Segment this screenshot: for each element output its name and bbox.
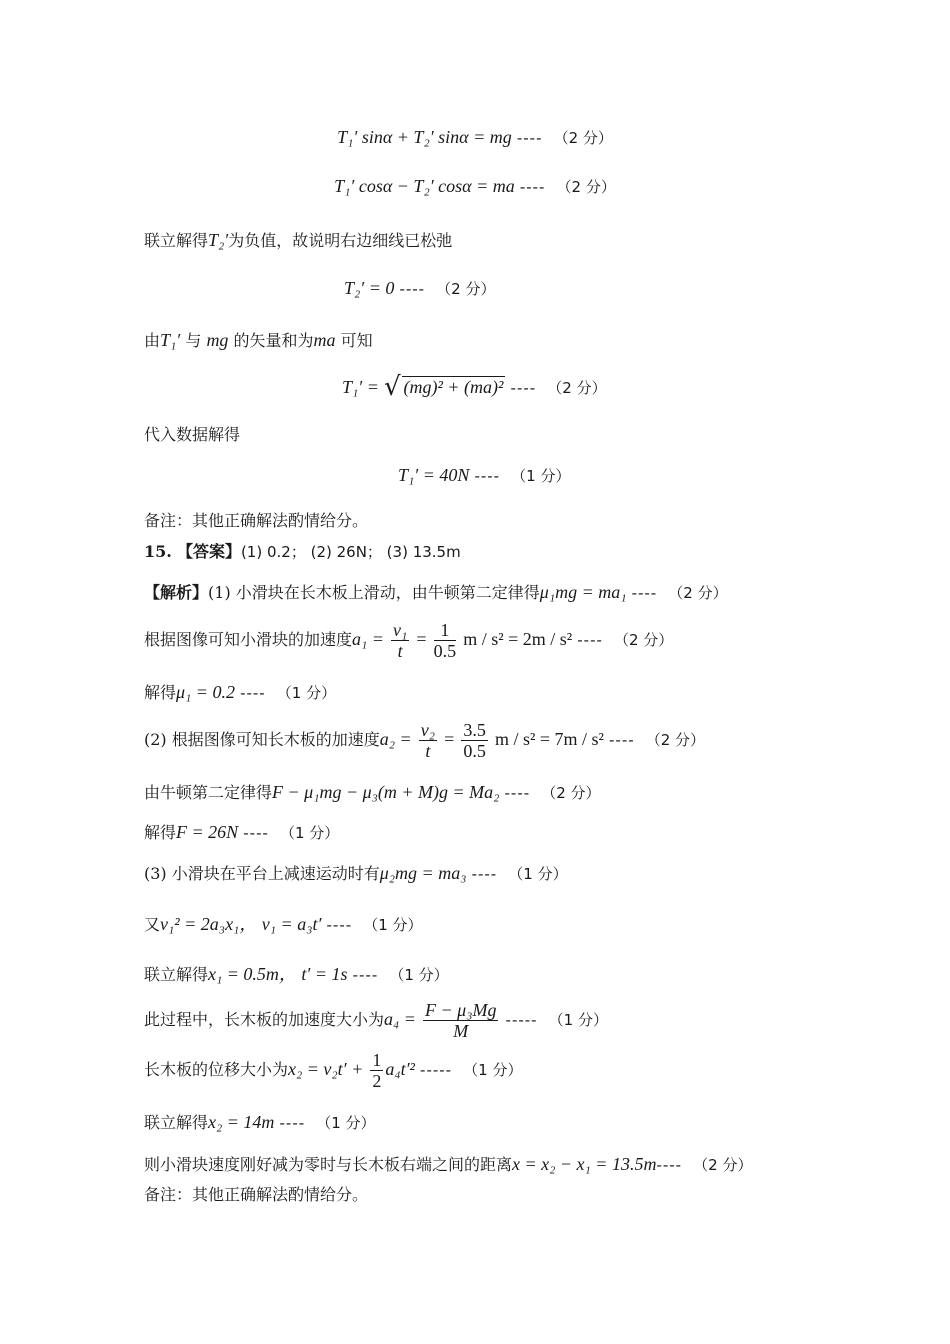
text-line-1 <box>0 228 950 251</box>
analysis-line-9 <box>0 960 950 986</box>
equation-3-dashes: ---- <box>399 279 426 298</box>
question-number: 15. <box>144 542 172 561</box>
equation-2-body: T₁′ cosα − T₂′ cosα = ma <box>334 176 515 196</box>
equation-5-score: （1 分） <box>511 467 571 485</box>
fraction-denominator: t <box>425 741 431 761</box>
fraction-v1-t <box>391 620 409 661</box>
analysis-line-2-dashes: ---- <box>577 630 603 649</box>
analysis-line-7-score: （1 分） <box>508 865 568 883</box>
analysis-line-9-score: （1 分） <box>389 966 449 984</box>
equation-4-score: （2 分） <box>547 379 607 397</box>
analysis-line-5-text: 由牛顿第二定律得 <box>144 783 273 802</box>
fraction-denominator: t <box>397 641 403 661</box>
analysis-line-2 <box>0 620 950 661</box>
text-line-1-a: 联立解得 <box>144 231 209 250</box>
fraction-numerator: v₁ <box>393 620 408 640</box>
analysis-line-4-rest: m / s² = 7m / s² <box>494 729 604 749</box>
analysis-line-4-dashes: ---- <box>609 730 635 749</box>
answer-text: (1) 0.2； (2) 26N； (3) 13.5m <box>240 543 461 561</box>
text-line-1-var: T₂′ <box>208 230 229 250</box>
analysis-line-3-dashes: ---- <box>240 683 266 702</box>
equation-2-score: （2 分） <box>556 178 616 196</box>
analysis-line-9-eq: x₁ = 0.5m， t′ = 1s <box>208 964 348 984</box>
analysis-line-2-score: （2 分） <box>613 631 674 649</box>
analysis-line-6-dashes: ---- <box>243 823 269 842</box>
analysis-line-3-eq: μ₁ = 0.2 <box>176 682 235 702</box>
text-line-2 <box>0 328 950 351</box>
equation-1-score: （2 分） <box>553 129 613 147</box>
fraction-3-5-0-5 <box>461 720 488 761</box>
text-line-2-var3: ma <box>313 330 336 350</box>
analysis-line-7-eq: μ₂mg = ma₃ <box>379 863 467 883</box>
text-line-3 <box>0 422 950 445</box>
analysis-line-11-lhs: x₂ = v₂t′ + <box>288 1059 364 1079</box>
equation-4 <box>0 372 950 402</box>
analysis-line-3-text: 解得 <box>144 683 177 702</box>
analysis-line-9-text: 联立解得 <box>144 965 209 984</box>
analysis-line-5 <box>0 780 950 803</box>
analysis-line-9-dashes: ---- <box>352 965 379 984</box>
analysis-line-10-lhs: a₄ = <box>384 1009 416 1029</box>
text-line-1-b: 为负值，故说明右边细线已松弛 <box>228 231 453 250</box>
fraction-numerator: F − μ₃Mg <box>425 1000 497 1020</box>
analysis-line-2-rest: m / s² = 2m / s² <box>463 629 573 649</box>
analysis-line-8-score: （1 分） <box>363 916 423 934</box>
analysis-line-13-score: （2 分） <box>693 1156 753 1174</box>
analysis-line-8 <box>0 910 950 936</box>
analysis-line-1-eq: μ₁mg = ma₁ <box>539 582 627 602</box>
analysis-line-10-dashes: ----- <box>505 1010 538 1029</box>
analysis-line-7-text: (3) 小滑块在平台上减速运动时有 <box>144 864 380 883</box>
analysis-line-3 <box>0 680 950 703</box>
analysis-line-3-score: （1 分） <box>276 684 337 702</box>
analysis-line-4 <box>0 720 950 761</box>
analysis-line-13-dashes: ---- <box>656 1155 683 1174</box>
analysis-line-10 <box>0 1000 950 1041</box>
equation-1-body: T₁′ sinα + T₂′ sinα = mg <box>337 127 512 147</box>
equation-4-dashes: ---- <box>510 378 537 397</box>
fraction-one-half <box>370 1050 383 1091</box>
analysis-line-13-eq: x = x₂ − x₁ = 13.5m <box>512 1154 657 1174</box>
text-line-2-c: 的矢量和为 <box>233 331 314 350</box>
fraction-v2-t <box>419 720 437 761</box>
analysis-line-11-text: 长木板的位移大小为 <box>144 1060 289 1079</box>
equation-1 <box>0 127 950 148</box>
equals-sign: = <box>416 629 427 649</box>
equation-4-root: (mg)² + (ma)² <box>403 377 504 397</box>
text-line-2-a: 由 <box>144 331 161 350</box>
fraction-numerator: 3.5 <box>463 720 486 740</box>
fraction-denominator: 2 <box>372 1071 382 1091</box>
fraction-1-0-5 <box>434 620 457 661</box>
text-line-2-var2: mg <box>206 330 229 350</box>
equation-2-dashes: ---- <box>519 177 546 196</box>
analysis-line-6 <box>0 820 950 843</box>
analysis-line-7-dashes: ---- <box>471 864 498 883</box>
analysis-line-11-dashes: ----- <box>420 1060 453 1079</box>
analysis-line-4-score: （2 分） <box>645 731 706 749</box>
note-1 <box>0 508 950 531</box>
analysis-line-13-text: 则小滑块速度刚好减为零时与长木板右端之间的距离 <box>144 1155 513 1174</box>
analysis-line-6-eq: F = 26N <box>176 822 239 842</box>
analysis-line-1-score: （2 分） <box>668 584 728 602</box>
analysis-line-4-lhs: a₂ = <box>379 729 412 749</box>
text-line-2-d: 可知 <box>340 331 373 350</box>
equation-5-dashes: ---- <box>474 466 501 485</box>
equation-3-score: （2 分） <box>436 280 496 298</box>
answer-tag: 【答案】 <box>176 542 241 561</box>
fraction-numerator: 1 <box>372 1050 382 1070</box>
analysis-line-12-eq: x₂ = 14m <box>208 1112 275 1132</box>
note-1-text: 备注：其他正确解法酌情给分。 <box>144 511 369 530</box>
text-line-2-b: 与 <box>185 331 202 350</box>
analysis-line-6-text: 解得 <box>144 823 177 842</box>
analysis-line-10-text: 此过程中，长木板的加速度大小为 <box>144 1010 385 1029</box>
analysis-line-12-score: （1 分） <box>316 1114 376 1132</box>
equation-4-lhs: T₁′ = <box>342 377 379 397</box>
analysis-line-11-rest: a₄t′² <box>385 1059 415 1079</box>
equation-3 <box>0 278 950 299</box>
equation-5 <box>0 465 950 486</box>
text-line-3-body: 代入数据解得 <box>144 425 241 444</box>
analysis-line-11-score: （1 分） <box>463 1061 523 1079</box>
analysis-line-8-text: 又 <box>144 915 161 934</box>
fraction-denominator: 0.5 <box>433 641 457 661</box>
analysis-line-13 <box>0 1152 950 1175</box>
analysis-line-8-dashes: ---- <box>326 915 353 934</box>
analysis-line-1-dashes: ---- <box>631 583 658 602</box>
analysis-line-4-text: (2) 根据图像可知长木板的加速度 <box>144 730 380 749</box>
equation-2 <box>0 176 950 197</box>
analysis-line-8-eq: v₁² = 2a₃x₁， v₁ = a₃t′ <box>160 914 322 934</box>
fraction-numerator: 1 <box>434 620 457 641</box>
analysis-line-1 <box>0 580 950 603</box>
equation-3-body: T₂′ = 0 <box>344 278 395 298</box>
note-2-text: 备注：其他正确解法酌情给分。 <box>144 1185 369 1204</box>
analysis-line-12-dashes: ---- <box>279 1113 306 1132</box>
equation-1-dashes: ---- <box>516 128 543 147</box>
sqrt-sign: √ <box>383 372 401 402</box>
equals-sign: = <box>444 729 455 749</box>
analysis-line-10-score: （1 分） <box>548 1011 608 1029</box>
fraction-numerator: v₂ <box>420 720 436 740</box>
equation-5-body: T₁′ = 40N <box>398 465 470 485</box>
analysis-line-12-text: 联立解得 <box>144 1113 209 1132</box>
fraction-denominator: 0.5 <box>463 741 486 761</box>
analysis-line-2-text: 根据图像可知小滑块的加速度 <box>144 630 353 649</box>
analysis-tag: 【解析】 <box>144 583 209 602</box>
analysis-line-6-score: （1 分） <box>279 824 340 842</box>
analysis-line-11 <box>0 1050 950 1091</box>
question-15-answer <box>0 539 950 562</box>
note-2 <box>0 1182 950 1205</box>
analysis-line-5-score: （2 分） <box>541 784 601 802</box>
analysis-line-5-eq: F − μ₁mg − μ₃(m + M)g = Ma₂ <box>272 782 500 802</box>
analysis-line-7 <box>0 861 950 884</box>
analysis-line-5-dashes: ---- <box>504 783 531 802</box>
analysis-line-1-text: (1) 小滑块在长木板上滑动，由牛顿第二定律得 <box>208 583 540 602</box>
text-line-2-var1: T₁′ <box>160 330 181 350</box>
fraction-a4 <box>423 1000 498 1041</box>
analysis-line-12 <box>0 1110 950 1133</box>
analysis-line-2-lhs: a₁ = <box>352 629 384 649</box>
fraction-denominator: M <box>453 1021 469 1041</box>
